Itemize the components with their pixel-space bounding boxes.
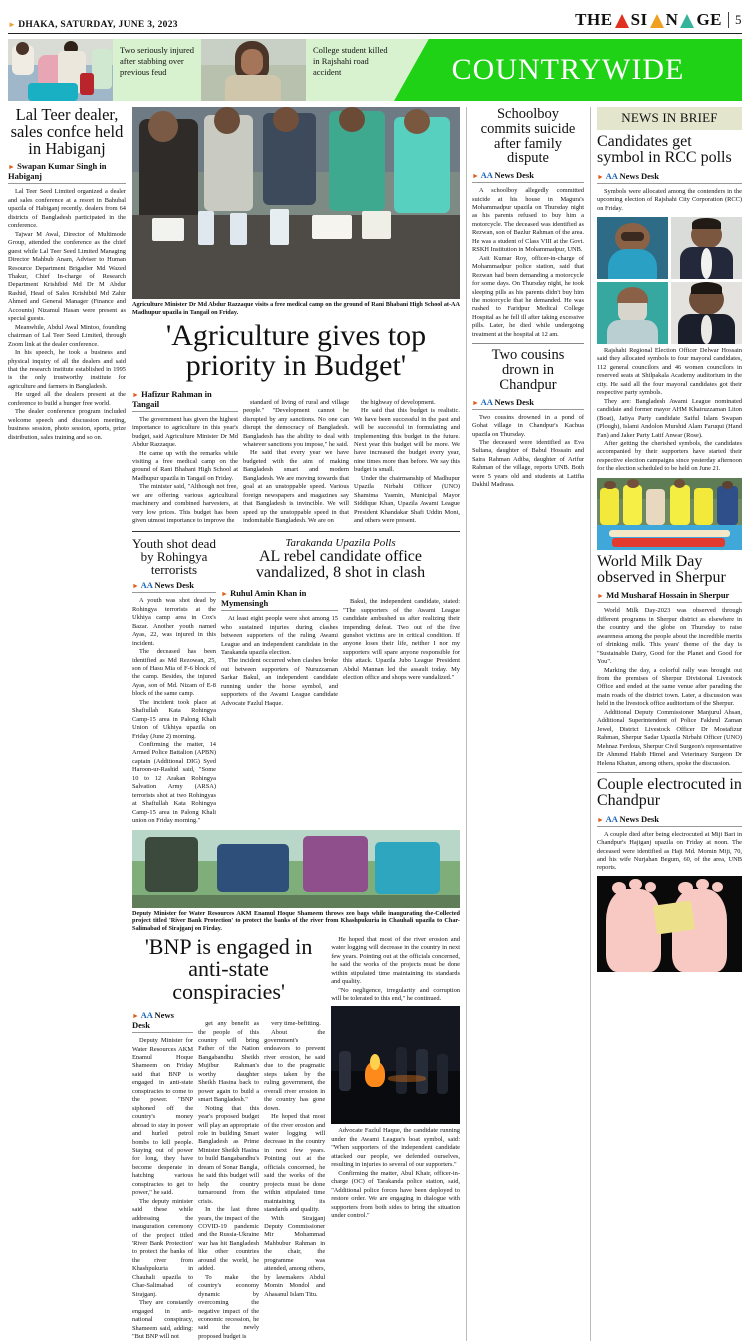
bnp-col-2 bbox=[198, 1006, 259, 1341]
schoolboy-body bbox=[472, 187, 584, 339]
dateline-marker-icon: ► bbox=[8, 20, 17, 29]
byline-marker-icon: ► bbox=[132, 390, 139, 399]
youth-byline-aa: AA bbox=[140, 580, 153, 591]
rcc-headline[interactable]: Candidates get symbol in RCC polls bbox=[597, 133, 732, 167]
paragraph: He said that every year we have budgeted with the aim of making Bangladesh smart and modern Bangladesh. We are moving towards that goal at an unstoppable speed. Various foreign newspapers and magazines say that Bangladesh is invincible. We will speed up the unstoppable speed in that indomitable Bangladesh. We are on bbox=[243, 449, 349, 525]
bnp-caption-text: Deputy Minister for Water Resources AKM Enamul Hoque Shameem throws zeo bags while inaugurating the project titled 'River Bank Protection' to protect the banks of the river from Khashpukuria in Chauhali upazila to Char-Salimabad of Sirajganj on Firday. bbox=[132, 909, 460, 933]
byline-marker-icon: ► bbox=[472, 398, 479, 407]
brand-n: N bbox=[665, 10, 679, 29]
byline-marker-icon: ► bbox=[221, 590, 228, 599]
paragraph: He urged all the dealers present at the conference to build a hunger free world. bbox=[8, 391, 126, 407]
column-briefs-left bbox=[466, 107, 584, 1341]
paragraph: "No negligence, irregularity and corruption will be tolerated to this end," he continued. bbox=[331, 986, 460, 1002]
schoolboy-byline-rest: News Desk bbox=[492, 170, 534, 181]
agriculture-caption bbox=[132, 301, 460, 317]
candidate-photo-4[interactable] bbox=[671, 282, 742, 344]
paragraph: The incident took place at Shafiullah Kata Rohingya Camp-15 area in Palong Khali Union of Ukhiya upazila on Friday (June 2) morning. bbox=[132, 698, 216, 740]
teaser-photo-student[interactable] bbox=[201, 39, 306, 101]
paragraph: Advocate Fazlul Haque, the candidate running under the Awami League's boat symbol, said: "When supporters of the independent candidate attacked our people, we defended ourselves, resulting in injuries to several of our supporters." bbox=[331, 1127, 460, 1169]
paragraph: They are: Bangladesh Awami League nominated candidate and former mayor AHM Khairuzzaman Liton (Boat), Jatiya Party candidate Saiful Islam Swapan (Plough), Islami Andolon Murshid Alam Faruqui (Hand Fan) and Jaker Party Latif Anwar (Rose). bbox=[597, 397, 742, 439]
column-alrebel bbox=[221, 537, 460, 826]
electrocuted-byline-aa: AA bbox=[605, 813, 618, 824]
feet-toe-tag-illustration[interactable] bbox=[597, 876, 742, 972]
agriculture-photo[interactable] bbox=[132, 107, 460, 299]
lalteer-headline[interactable]: Lal Teer dealer, sales confce held in Habiganj bbox=[10, 105, 124, 158]
youth-headline[interactable]: Youth shot dead by Rohingya terrorists bbox=[132, 535, 216, 578]
youth-byline-rest: News Desk bbox=[152, 580, 194, 591]
brand-ge: GE bbox=[696, 10, 722, 29]
divider bbox=[597, 772, 742, 773]
triangle-a-orange-icon bbox=[650, 14, 664, 28]
cousins-body bbox=[472, 414, 584, 490]
alrebel-body-2 bbox=[343, 598, 460, 683]
paragraph: He hoped that most of the river erosion and water logging will decrease in the country in next few years. Pointing out at the officials concerned, he said the works of the projects must be done within stipulated time maintaining its standards and quality. bbox=[264, 1113, 326, 1214]
alrebel-body-cont bbox=[331, 1127, 460, 1220]
divider bbox=[132, 531, 460, 532]
masthead bbox=[8, 10, 742, 34]
alrebel-byline-text: Ruhul Amin Khan in Mymensingh bbox=[221, 588, 307, 609]
bnp-body-1 bbox=[132, 1037, 193, 1341]
bnp-body-3 bbox=[264, 1020, 325, 1299]
bnp-block bbox=[132, 933, 460, 1341]
rcc-byline bbox=[597, 171, 742, 184]
agriculture-col-2 bbox=[243, 385, 349, 526]
paragraph: Asit Kumar Roy, officer-in-charge of Mohammadpur police station, said that Rezwan had been demanding a motorcycle for some days. On Thursday night, he took sleeping pills as his parents didn't buy him the motorcycle that he demanded. He was rushed to Faridpur Medical College Hospital as he fell ill after taking excessive pills. Later, he died while undergoing treatment at the hospital at 12 am. bbox=[472, 254, 584, 338]
rcc-byline-aa: AA bbox=[605, 170, 618, 181]
schoolboy-byline-aa: AA bbox=[480, 170, 493, 181]
paragraph: A youth was shot dead by Rohingya terrorists at the Ukhiya camp area in Cox's Bazar. Another youth named Ayas, 22, was injured in this incident. bbox=[132, 597, 216, 647]
dateline bbox=[8, 20, 178, 30]
lalteer-byline-text: Swapan Kumar Singh in Habiganj bbox=[8, 161, 107, 182]
agriculture-body-3 bbox=[354, 399, 460, 526]
paragraph: The government has given the highest importance to agriculture in this year's budget, said Agriculture Minister Dr Md Abdur Razzaque. bbox=[132, 415, 238, 449]
agriculture-byline-text: Hafizur Rahman in Tangail bbox=[132, 388, 212, 409]
milkday-byline bbox=[597, 590, 742, 603]
paragraph: the highway of development. bbox=[361, 398, 436, 406]
clash-fire-photo[interactable] bbox=[331, 1006, 460, 1124]
paragraph: To make the country's economy dynamic by overcoming the negative impact of the economic recession, he said the newly proposed budget is bbox=[198, 1273, 260, 1340]
bnp-body-2 bbox=[198, 1020, 259, 1341]
paragraph: Rajshahi Regional Election Officer Delwar Hossain said they allocated symbols to four mayoral candidates, 112 general councilors and 46 women councilors in reserved seats at Shilpakala Academy auditorium in the city. He said all the four mayoral candidates got their respective party symbols. bbox=[597, 346, 742, 397]
byline-marker-icon: ► bbox=[132, 582, 139, 591]
countrywide-banner bbox=[394, 39, 742, 101]
paragraph: The dealer conference program included welcome speech and discussion meeting, business session, photo session, sports, prize distribution, sales training and so on. bbox=[8, 408, 126, 441]
lalteer-body bbox=[8, 188, 126, 442]
agriculture-columns bbox=[132, 385, 460, 526]
paragraph: The deputy minister said these while addressing the inauguration ceremony of the project titled 'River Bank Protection' to protect the banks of the river from Khashpukuria in Chauhali upazila to Char-Salimabad of Sirajganj. bbox=[132, 1197, 194, 1298]
youth-alrebel-block bbox=[132, 537, 460, 826]
schoolboy-headline[interactable]: Schoolboy commits suicide after family dispute bbox=[480, 106, 576, 167]
teaser-text-2[interactable]: College student killed in Rajshahi road accident bbox=[306, 39, 394, 101]
milk-day-rally-photo[interactable] bbox=[597, 478, 742, 550]
paragraph: very time-befitting. bbox=[271, 1020, 321, 1028]
paragraph: The minister said, "Although not free, we are offering various agricultural machinery and combined harvesters, at very low prices. This budget has been given utmost importance to improve the bbox=[132, 483, 238, 525]
triangle-a-red-icon bbox=[615, 14, 629, 28]
paragraph: Confirming the matter, Abul Khair, officer-in-charge (OC) of Tarakanda police station, said, "Additional police forces have been deployed to restore order. We are engaging in dialogue with supporters from both sides to bring the situation under control." bbox=[331, 1169, 460, 1219]
paragraph: Noting that this year's proposed budget will play an appropriate role in building Smart Bangladesh as Prime Minister Sheikh Hasina to build Bangabandhu's dream of Sonar Bangla, he said this budget will help the country turnaround from the crisis. bbox=[198, 1104, 260, 1205]
bnp-byline-rest: News Desk bbox=[132, 1010, 174, 1031]
paragraph: Two cousins drowned in a pond of Gohat village in Chandpur's Kachua upazila on Thursday. bbox=[472, 413, 584, 438]
news-in-brief-header: NEWS IN BRIEF bbox=[597, 107, 742, 130]
page-number: 5 bbox=[728, 12, 742, 28]
cousins-byline-aa: AA bbox=[480, 396, 493, 407]
agriculture-col-3 bbox=[354, 385, 460, 526]
paragraph: The incident occurred when clashes broke out between supporters of Nuruzzaman Sarkar Bakul, an independent candidate running under the horse symbol, and supporters of the Awami League candidate Advocate Fazlul Haque. bbox=[221, 657, 338, 707]
brand-logo bbox=[575, 10, 742, 30]
paragraph: Lal Teer Seed Limited organized a dealer and sales conference at a resort in Bahubal upazila of Habiganj recently. dealers from 64 districts of Bangladesh participated in the conference. bbox=[8, 188, 126, 230]
rcc-byline-rest: News Desk bbox=[617, 170, 659, 181]
milkday-byline-text: Md Musharaf Hossain in Sherpur bbox=[606, 590, 730, 601]
paragraph: get any benefit as the people of this country will bring Father of the Nation Bangabandhu Sheikh Mujibur Rahman's worthy daughter Sheikh Hasina back to power again to build a smart Bangladesh." bbox=[198, 1020, 260, 1104]
candidate-photo-1[interactable] bbox=[597, 217, 668, 279]
youth-body bbox=[132, 597, 216, 825]
bnp-col-3 bbox=[264, 1006, 325, 1341]
paragraph: Tajwar M Awal, Director of Multimode Group, attended the conference as the chief guest while Lal Teer Seed Limited Managing Director Mahbub Anam, Adviser to Human Resource Department Brigadier Md Wazed Thakur, Chief In-charge of Research Department Krishibid Md Dr M Abdur Rashid, Head of Sales Krishibid Md Zahir Ahmed and General Manager (Finance and Accounts) Nizamul Hasan were present as special guests. bbox=[8, 230, 126, 323]
paragraph: Under the chairmanship of Madhupur Upazila Nirbahi Officer (UNO) Shamima Yasmin, Municipal Mayor Siddique Khan, Upazila Awami League President Khandakar Shafi Uddin Moni, and others were present. bbox=[354, 474, 460, 525]
paragraph: Bakul, the independent candidate, stated: "The supporters of the Awami League candidate ambushed us after realizing their impending defeat. Two out of the five gunshot victims are in critical condition. If anyone loses their life, neither I nor my supporters will spare anyone responsible for this attack. Upazila Jubo League President Abdul Mannan led the assault today. My election office and shops were vandalized." bbox=[343, 598, 460, 682]
teaser-strip bbox=[8, 39, 742, 101]
alrebel-col-2 bbox=[343, 584, 460, 708]
column-middle bbox=[132, 107, 460, 1341]
milkday-body bbox=[597, 607, 742, 768]
byline-marker-icon: ► bbox=[472, 172, 479, 181]
rcc-lead bbox=[597, 188, 742, 213]
youth-byline bbox=[132, 580, 216, 593]
bnp-right bbox=[331, 936, 460, 1341]
electrocuted-byline-rest: News Desk bbox=[617, 813, 659, 824]
byline-marker-icon: ► bbox=[132, 1012, 139, 1021]
byline-marker-icon: ► bbox=[8, 163, 15, 172]
bnp-columns bbox=[132, 1006, 325, 1341]
electrocuted-headline[interactable]: Couple electrocuted in Chandpur bbox=[597, 776, 742, 810]
agriculture-caption-credit: -AA bbox=[449, 301, 460, 308]
paragraph: Meanwhile, Abdul Awal Mintoo, founding chairman of Lal Teer Seed Limited, through Zoom link at the dealer conference. bbox=[8, 323, 126, 348]
paragraph: Marking the day, a colorful rally was brought out from the premises of Sherpur Divisional Livestock Office and ended at the same venue after parading the main roads of the district town. Later, a discussion was held in the livestock office auditorium of the Sherpur. bbox=[597, 666, 742, 708]
paragraph: A couple died after being electrocuted at Miji Bari in Chandpur's Hajiganj upazila on Friday at noon. The deceased were identified as Haji Md. Momin Miji, 70, and his wife Nurjahan Begum, 60, of the area, UNB reports. bbox=[597, 830, 742, 872]
byline-marker-icon: ► bbox=[597, 592, 604, 601]
candidate-photo-3[interactable] bbox=[597, 282, 668, 344]
alrebel-kicker: Tarakanda Upazila Polls bbox=[285, 536, 396, 549]
column-youth bbox=[132, 537, 216, 826]
riverbank-photo[interactable] bbox=[132, 830, 460, 908]
paragraph: With Sirajganj Deputy Commissioner Mir Mohammad Mahbubur Rahman in the chair, the programme was attended, among others, by lawmakers Abdul Momin Mondol and Ahasanul Islam Titu. bbox=[264, 1214, 326, 1298]
paragraph: At least eight people were shot among 15 who sustained injuries during clashes between supporters of the ruling Awami League and an independent candidate in the Tarakanda upazila election. bbox=[221, 615, 338, 657]
cousins-byline bbox=[472, 397, 584, 410]
divider bbox=[472, 343, 584, 344]
paragraph: About the government's endeavors to prevent river erosion, he said due to the pragmatic steps taken by the ruling government, the overall river erosion in the country has gone down. bbox=[264, 1028, 326, 1112]
alrebel-byline bbox=[221, 588, 338, 611]
paragraph: Additional Deputy Commissioner Manjurul Ahsan, Additional Superintendent of Police Fakhrul Zaman Jewel, District Livestock Officer Dr Mostafizur Rahman, Sherpur Sadar Upazila Nirbahi Officer (UNO) Mehnaz Ferdous, Sherpur Civil Surgeon's representative Dr Ahmmd Habib Himel and Veterinary Surgeon Dr Helena Khatun, among others, spoke the discussion. bbox=[597, 708, 742, 767]
cousins-headline[interactable]: Two cousins drown in Chandpur bbox=[491, 347, 565, 393]
dateline-text: DHAKA, SATURDAY, JUNE 3, 2023 bbox=[18, 20, 178, 30]
electrocuted-body bbox=[597, 831, 742, 873]
paragraph: After getting the cherished symbols, the candidates accompanied by their supporters have started their respective election campaigns since yesterday afternoon for the election scheduled to be held on June 21. bbox=[597, 439, 742, 473]
bnp-caption bbox=[132, 910, 460, 933]
alrebel-col-1 bbox=[221, 584, 338, 708]
paragraph: Confirming the matter, 14 Armed Police Battalion (APBN) captain (Additional DIG) Syed Haroon-ur-Rashid said, "Some 10 to 12 Arakan Rohingya Salvation Army (ARSA) terrorists shot at two Rohingyas at Shafiullah Kata Rohingya Camp-15 area in Palong Khali union on Friday morning." bbox=[132, 741, 216, 825]
bnp-left bbox=[132, 933, 326, 1341]
paragraph: Deputy Minister for Water Resources AKM Enamul Hoque Shameem on Friday said that BNP is engaged in anti-state conspiracies to come to the power. "BNP siphoned off the country's money abroad to stay in power and hurled petrol bombs to kill people. Staying out of power for long, they have become desperate in hatching various conspiracies to get to power," he said. bbox=[132, 1037, 194, 1197]
column-news-in-brief bbox=[590, 107, 742, 1341]
bnp-byline bbox=[132, 1010, 193, 1033]
paragraph: In the last three years, the impact of the COVID-19 pandemic and the Russia-Ukraine war has hit Bangladesh like other countries around the world, he added. bbox=[198, 1206, 260, 1273]
agriculture-byline bbox=[132, 389, 238, 412]
agriculture-col-1 bbox=[132, 385, 238, 526]
candidate-photo-2[interactable] bbox=[671, 217, 742, 279]
paragraph: In his speech, he took a business and physical inquiry of all the dealers and said that the research institute established in 1995 is the only trustworthy institute for agriculture and farmers in Bangladesh. bbox=[8, 349, 126, 390]
paragraph: He said that this budget is realistic. We have been successful in the past and will be successful in formulating and implementing this budget in the future. Next year this budget will be more. We have increased the budget every year, nine times more than before. We say this budget is small. bbox=[354, 407, 460, 474]
electrocuted-byline bbox=[597, 814, 742, 827]
agriculture-caption-text: Agriculture Minister Dr Md Abdur Razzaque visits a free medical camp on the ground of Rani Bhabani High School at Madhupur upazila in Tangail on Friday. bbox=[132, 301, 449, 316]
milkday-headline[interactable]: World Milk Day observed in Sherpur bbox=[597, 552, 726, 587]
alrebel-body-1 bbox=[221, 615, 338, 708]
paragraph: standard of living of rural and village people." "Development cannot be disrupted by any sanctions. No one can disrupt the democracy of Bangladesh. Bangladesh has the ability to deal with whatever sanctions you impose," he said. bbox=[243, 398, 349, 448]
paragraph: A schoolboy allegedly committed suicide at his house in Magura's Mohammadpur upazila on Thursday night as his parents refused to buy him a motorcycle. The deceased was identified as Rezwan, son of Bazlur Rahman of the area. He was a student of Class VIII at the Govt. RSKH Institution in Mohammadpur, UNB. bbox=[472, 187, 584, 254]
agriculture-headline[interactable]: 'Agriculture gives top priority in Budget' bbox=[165, 318, 427, 383]
rcc-body bbox=[597, 347, 742, 474]
page-body bbox=[8, 107, 742, 1341]
brand-the: THE bbox=[575, 10, 613, 29]
lalteer-byline bbox=[8, 161, 126, 184]
teaser-photo-stabbing[interactable] bbox=[8, 39, 113, 101]
paragraph: He came up with the remarks while visiting a free medical camp on the ground of Rani Bhabani High School at Madhupur upazila in Tangail on Friday. bbox=[132, 449, 238, 482]
byline-marker-icon: ► bbox=[597, 172, 604, 181]
brand-sian: SI bbox=[630, 10, 648, 29]
alrebel-headline[interactable]: AL rebel candidate office vandalized, 8 shot in clash bbox=[255, 547, 426, 581]
paragraph: Symbols were allocated among the contenders in the upcoming election of Rajshahi City Corporation (RCC) on Friday. bbox=[597, 187, 742, 212]
paragraph: They are constantly engaged in anti-national conspiracy, Shameem said, adding: "But BNP will not bbox=[132, 1299, 194, 1340]
bnp-col-1 bbox=[132, 1006, 193, 1341]
schoolboy-byline bbox=[472, 170, 584, 183]
triangle-a-teal-icon bbox=[680, 14, 694, 28]
agriculture-body-1 bbox=[132, 416, 238, 526]
bnp-headline[interactable]: 'BNP is engaged in anti-state conspiracies' bbox=[144, 933, 313, 1004]
cousins-byline-rest: News Desk bbox=[492, 396, 534, 407]
rcc-candidate-photos bbox=[597, 217, 742, 344]
paragraph: World Milk Day-2023 was observed through different programs in Sherpur district as elsewhere in the country and the globe on Thursday to raise awareness among the people about the incredible merits of drinking milk. This years' theme of the day is "Sustainable Dairy, Good for the Planet and Good for You". bbox=[597, 607, 742, 666]
countrywide-label: COUNTRYWIDE bbox=[451, 53, 685, 86]
teaser-text-1[interactable]: Two seriously injured after stabbing over previous feud bbox=[113, 39, 201, 101]
paragraph: The deceased has been identified as Md Rezowan, 25, son of Hasu Mia of F-6 block of the camp. Besides, the injured Ayas, son of Md. Nizam of E-8 block of the same camp. bbox=[132, 648, 216, 698]
column-lalteer bbox=[8, 107, 126, 1341]
paragraph: The deceased were identified as Eva Sultana, daughter of Babul Hossain and Saira Rahman Adiba, daughter of Arifur Rahman of the village, reports UNB. Both were 5 years old and students at Latifia Dakhil Madrasa. bbox=[472, 438, 584, 489]
youth-body-cont bbox=[331, 936, 460, 1004]
agriculture-body-2 bbox=[243, 399, 349, 526]
paragraph: He hoped that most of the river erosion and water logging will decrease in the country in next few years. Pointing out at the officials concerned, he said the works of the projects must be done within stipulated time maintaining its standards and quality. bbox=[331, 935, 460, 986]
bnp-caption-credit: -Collected bbox=[433, 909, 460, 917]
alrebel-columns bbox=[221, 584, 460, 708]
bnp-byline-aa: AA bbox=[140, 1010, 153, 1021]
byline-marker-icon: ► bbox=[597, 815, 604, 824]
